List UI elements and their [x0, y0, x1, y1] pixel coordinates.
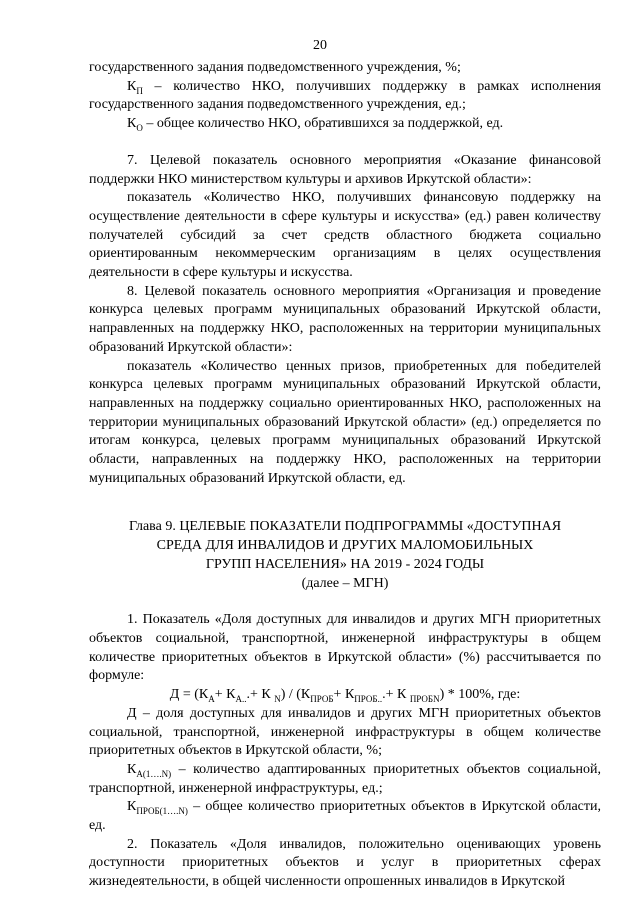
- formula-subscript: ПРОБ: [310, 693, 334, 704]
- paragraph-continuation: государственного задания подведомственного учреждения, %;: [89, 60, 461, 75]
- symbol: К: [127, 799, 137, 815]
- symbol-subscript: П: [136, 85, 143, 96]
- formula-subscript: А: [208, 693, 215, 704]
- paragraph-indicator-2: 2. Показатель «Доля инвалидов, положительно оценивающих уровень доступности приоритетных объектов и услуг в приоритетных сферах жизнедеятельности, в общей численности опрошенных инвалидов в Иркутской: [89, 836, 601, 890]
- document-body: [89, 59, 601, 892]
- paragraph-d-definition: Д – доля доступных для инвалидов и других МГН приоритетных объектов социальной, транспортной, инженерной инфраструктуры в общем количестве приоритетных объектов в Иркутской области, %;: [89, 705, 601, 759]
- formula-part: + К: [333, 687, 355, 703]
- symbol: К: [127, 78, 137, 94]
- formula-subscript: ПРОБN: [409, 693, 440, 704]
- formula: [89, 686, 601, 705]
- paragraph-indicator-8: показатель «Количество ценных призов, приобретенных для победителей конкурса целевых программ муниципальных образований Иркутской области, направленных на поддержку социально ориентированных НКО, расположенных на территории муниципальных образований Иркутской области» (ед.) определяется по итогам конкурса, целевых программ муниципальных образований Иркутской области, направленных на поддержку НКО, расположенных на территории муниципальных образований Иркутской области, ед.: [89, 358, 601, 486]
- formula-part: + К: [214, 687, 236, 703]
- definition-text: – общее количество приоритетных объектов в Иркутской области, ед.: [89, 799, 601, 834]
- definition-text: – количество НКО, получивших поддержку в рамках исполнения государственного задания подведомственного учреждения, ед.;: [89, 78, 601, 113]
- symbol: К: [127, 116, 137, 132]
- formula-part: ) * 100%, где:: [439, 687, 521, 703]
- formula-part: ) / (К: [280, 687, 311, 703]
- paragraph-ko-definition: [89, 115, 601, 134]
- symbol: К: [127, 761, 137, 777]
- paragraph-kprob-definition: [89, 798, 601, 835]
- symbol-subscript: А(1….N): [136, 768, 172, 779]
- paragraph-indicator-1: 1. Показатель «Доля доступных для инвалидов и других МГН приоритетных объектов социальной, транспортной, инженерной инфраструктуры в общем количестве приоритетных объектов в Иркутской области» (%) рассчитывается по формуле:: [89, 612, 601, 684]
- definition-text: – общее количество НКО, обратившихся за поддержкой, ед.: [142, 116, 504, 132]
- chapter-heading-line-4: (далее – МГН): [301, 575, 389, 591]
- paragraph-item-7: 7. Целевой показатель основного мероприятия «Оказание финансовой поддержки НКО министерством культуры и архивов Иркутской области»:: [89, 152, 601, 187]
- chapter-heading-line-1: Глава 9. ЦЕЛЕВЫЕ ПОКАЗАТЕЛИ ПОДПРОГРАММЫ «ДОСТУПНАЯ: [128, 519, 562, 535]
- symbol-subscript: ПРОБ(1….N): [136, 806, 188, 817]
- paragraph-kp-definition: [89, 78, 601, 115]
- page-number: 20: [313, 38, 327, 53]
- chapter-heading: [89, 518, 601, 593]
- chapter-heading-line-3: ГРУПП НАСЕЛЕНИЯ» НА 2019 - 2024 ГОДЫ: [205, 556, 485, 572]
- formula-part: .+ К: [246, 687, 275, 703]
- paragraph-item-8: 8. Целевой показатель основного мероприятия «Организация и проведение конкурса целевых программ муниципальных образований Иркутской области, направленных на поддержку НКО, расположенных на территории муниципальных образований Иркутской области»:: [89, 283, 601, 355]
- symbol-subscript: О: [136, 122, 143, 133]
- paragraph-ka-definition: [89, 761, 601, 798]
- formula-subscript: N: [274, 693, 281, 704]
- paragraph-indicator-7: показатель «Количество НКО, получивших финансовую поддержку на осуществление деятельности в сфере культуры и искусства» (ед.) равен количеству получателей субсидий за счет средств областного бюджета социально ориентированным некоммерческим организациям в целях осуществления деятельности в сфере культуры и искусства.: [89, 190, 601, 281]
- formula-part: Д = (К: [169, 687, 209, 703]
- formula-subscript: ПРОБ..: [354, 693, 383, 704]
- formula-subscript: А..: [235, 693, 247, 704]
- formula-part: .+ К: [382, 687, 410, 703]
- definition-text: – количество адаптированных приоритетных объектов социальной, транспортной, инженерной инфраструктуры, ед.;: [89, 761, 601, 796]
- chapter-heading-line-2: СРЕДА ДЛЯ ИНВАЛИДОВ И ДРУГИХ МАЛОМОБИЛЬНЫХ: [156, 538, 534, 554]
